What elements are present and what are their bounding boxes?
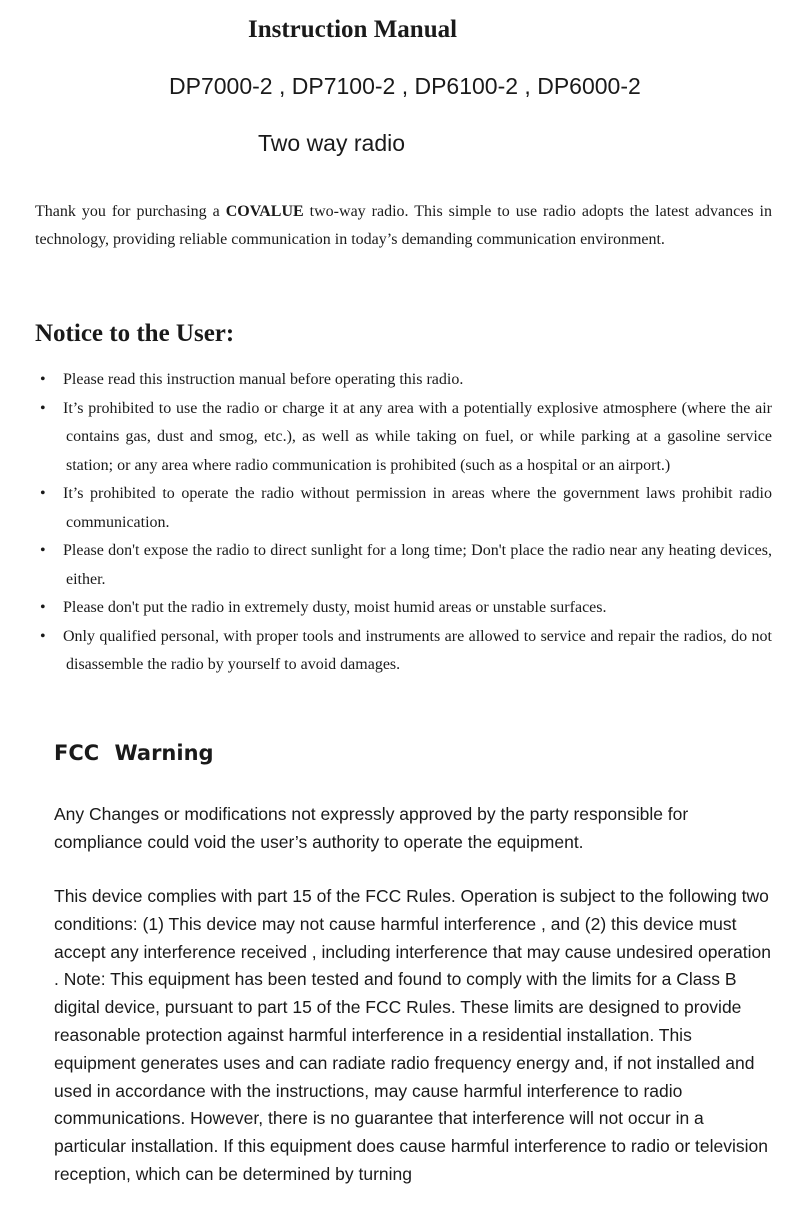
notice-item xyxy=(40,594,772,623)
notice-item-text: Please don't put the radio in extremely dusty, moist humid areas or unstable surfaces. xyxy=(63,599,607,616)
bullet-icon: • xyxy=(40,485,46,502)
notice-item xyxy=(40,623,772,680)
notice-item-text: Only qualified personal, with proper tools and instruments are allowed to service and repair the radios, do not disassemble the radio by yourself to avoid damages. xyxy=(63,627,772,673)
notice-list xyxy=(40,366,772,680)
notice-item xyxy=(40,366,772,395)
bullet-icon: • xyxy=(40,599,46,616)
notice-item-text: It’s prohibited to operate the radio without permission in areas where the government laws prohibit radio communication. xyxy=(63,485,772,531)
fcc-paragraph-compliance: This device complies with part 15 of the FCC Rules. Operation is subject to the following two conditions: (1) This device may not cause harmful interference , and (2) this device must accept any interference received , including interference that may cause undesired operation . Note: This equipment has been tested and found to comply with the limits for a Class B digital device, pursuant to part 15 of the FCC Rules. These limits are designed to provide reasonable protection against harmful interference in a residential installation. This equipment generates uses and can radiate radio frequency energy and, if not installed and used in accordance with the instructions, may cause harmful interference to radio communications. However, there is no guarantee that interference will not occur in a particular installation. If this equipment does cause harmful interference to radio or television reception, which can be determined by turning xyxy=(54,886,771,1184)
page-subtitle: Two way radio xyxy=(258,130,406,156)
fcc-warning-heading: FCC Warning xyxy=(54,741,214,765)
intro-prefix: Thank you for purchasing a xyxy=(35,203,226,220)
notice-item-text: Please read this instruction manual before operating this radio. xyxy=(63,371,464,388)
model-list: DP7000-2 , DP7100-2 , DP6100-2 , DP6000-2 xyxy=(169,73,641,99)
notice-item xyxy=(40,480,772,537)
notice-item-text: Please don't expose the radio to direct sunlight for a long time; Don't place the radio near any heating devices, either. xyxy=(63,542,772,588)
notice-item-text: It’s prohibited to use the radio or charge it at any area with a potentially explosive atmosphere (where the air contains gas, dust and smog, etc.), as well as while taking on fuel, or while parking at a gasoline service station; or any area where radio communication is prohibited (such as a hospital or an airport.) xyxy=(63,399,772,474)
intro-paragraph xyxy=(35,198,772,254)
bullet-icon: • xyxy=(40,627,46,645)
intro-suffix: two-way radio. This simple to use radio adopts the latest advances in technology, providing reliable communication in today’s demanding communication environment. xyxy=(35,203,772,248)
page-title: Instruction Manual xyxy=(248,16,458,43)
notice-heading: Notice to the User: xyxy=(35,320,235,347)
bullet-icon: • xyxy=(40,542,46,559)
notice-item xyxy=(40,537,772,594)
fcc-paragraph-changes: Any Changes or modifications not expressly approved by the party responsible for compliance could void the user’s authority to operate the equipment. xyxy=(54,804,689,852)
bullet-icon: • xyxy=(40,399,46,417)
bullet-icon: • xyxy=(40,371,46,388)
notice-item xyxy=(40,395,772,481)
brand-name: COVALUE xyxy=(225,203,304,220)
